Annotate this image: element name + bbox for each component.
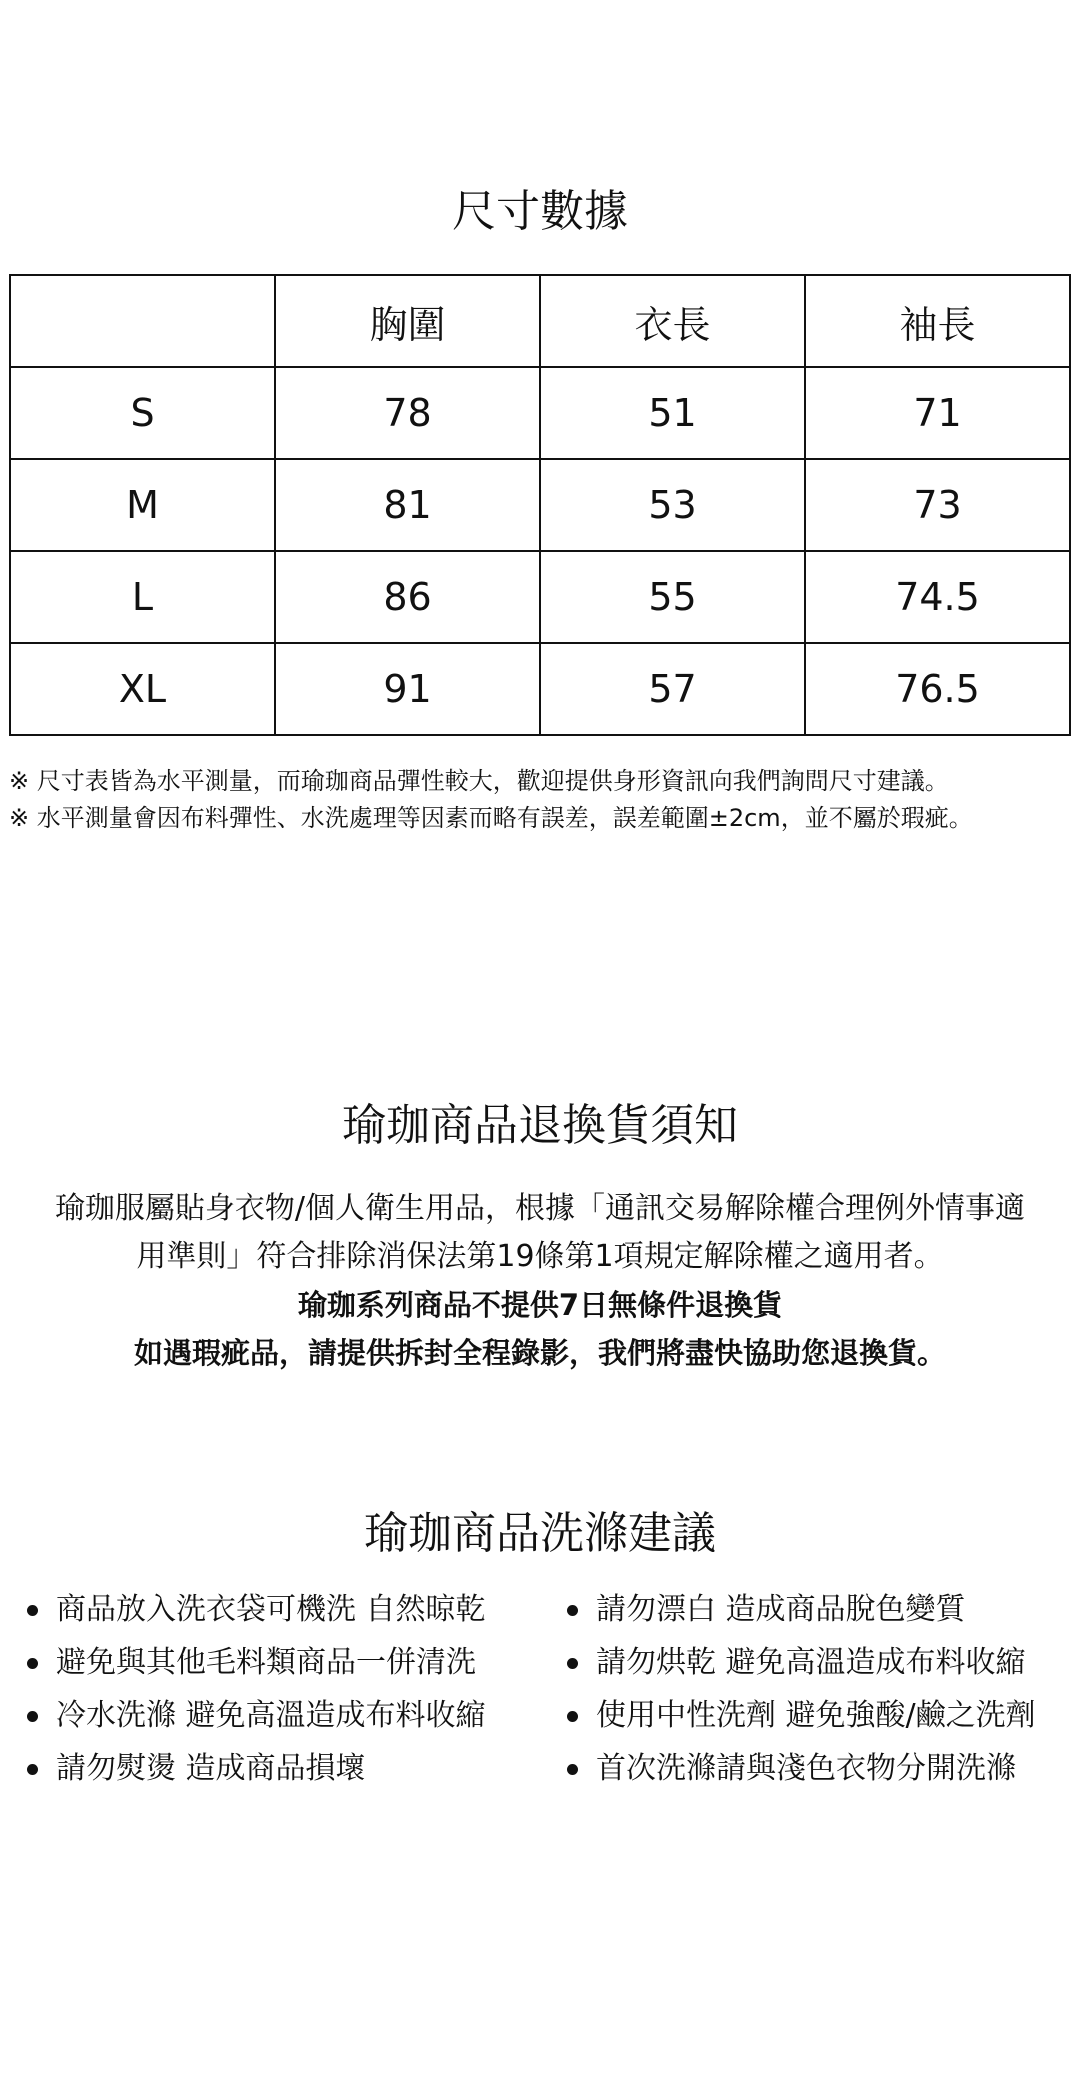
list-item-text: 請勿熨燙 造成商品損壞 xyxy=(56,1751,366,1786)
table-row xyxy=(10,459,1070,551)
table-cell: 76.5 xyxy=(805,643,1070,735)
bullet-icon xyxy=(27,1605,38,1616)
size-label-cell: S xyxy=(10,367,275,459)
size-note: ※ 尺寸表皆為水平測量，而瑜珈商品彈性較大，歡迎提供身形資訊向我們詢問尺寸建議。 xyxy=(9,767,949,795)
table-cell: 71 xyxy=(805,367,1070,459)
bullet-icon xyxy=(27,1658,38,1669)
table-cell: 78 xyxy=(275,367,540,459)
table-cell: 74.5 xyxy=(805,551,1070,643)
list-item-text: 冷水洗滌 避免高溫造成布料收縮 xyxy=(56,1698,486,1733)
table-header-cell: 衣長 xyxy=(540,275,805,367)
size-table xyxy=(9,274,1071,736)
list-item-text: 避免與其他毛料類商品一併清洗 xyxy=(56,1645,476,1680)
table-cell: 51 xyxy=(540,367,805,459)
wash-care-column-left xyxy=(20,1583,560,1795)
list-item xyxy=(560,1742,1080,1795)
table-row xyxy=(10,367,1070,459)
table-cell: 53 xyxy=(540,459,805,551)
bullet-icon xyxy=(567,1764,578,1775)
size-label-cell: M xyxy=(10,459,275,551)
table-cell: 73 xyxy=(805,459,1070,551)
return-policy-text: 用準則」符合排除消保法第19條第1項規定解除權之適用者。 xyxy=(136,1239,944,1274)
table-row xyxy=(10,643,1070,735)
list-item-text: 請勿漂白 造成商品脫色變質 xyxy=(596,1592,966,1627)
list-item-text: 首次洗滌請與淺色衣物分開洗滌 xyxy=(596,1751,1016,1786)
size-label-cell: XL xyxy=(10,643,275,735)
return-policy-emphasis: 如遇瑕疵品，請提供拆封全程錄影，我們將盡快協助您退換貨。 xyxy=(133,1336,946,1370)
list-item xyxy=(20,1636,560,1689)
return-policy-emphasis: 瑜珈系列商品不提供7日無條件退換貨 xyxy=(297,1288,783,1322)
list-item xyxy=(20,1689,560,1742)
table-header-row xyxy=(10,275,1070,367)
table-row xyxy=(10,551,1070,643)
return-policy-body xyxy=(8,1185,1072,1377)
list-item xyxy=(560,1583,1080,1636)
size-notes xyxy=(9,763,1079,837)
list-item-text: 請勿烘乾 避免高溫造成布料收縮 xyxy=(596,1645,1026,1680)
list-item xyxy=(20,1742,560,1795)
table-header-cell: 胸圍 xyxy=(275,275,540,367)
table-cell: 57 xyxy=(540,643,805,735)
bullet-icon xyxy=(27,1764,38,1775)
list-item xyxy=(560,1689,1080,1742)
size-note: ※ 水平測量會因布料彈性、水洗處理等因素而略有誤差，誤差範圍±2cm，並不屬於瑕疵。 xyxy=(9,804,973,832)
bullet-icon xyxy=(567,1711,578,1722)
bullet-icon xyxy=(567,1658,578,1669)
table-cell: 81 xyxy=(275,459,540,551)
table-cell: 55 xyxy=(540,551,805,643)
list-item-text: 使用中性洗劑 避免強酸/鹼之洗劑 xyxy=(596,1698,1036,1733)
return-policy-title: 瑜珈商品退換貨須知 xyxy=(342,1100,738,1151)
return-policy-text: 瑜珈服屬貼身衣物/個人衛生用品，根據「通訊交易解除權合理例外情事適 xyxy=(54,1191,1026,1226)
wash-care-title: 瑜珈商品洗滌建議 xyxy=(364,1508,716,1559)
size-chart-title: 尺寸數據 xyxy=(452,186,628,237)
table-header-cell xyxy=(10,275,275,367)
table-cell: 91 xyxy=(275,643,540,735)
list-item xyxy=(560,1636,1080,1689)
wash-care-column-right xyxy=(560,1583,1080,1795)
table-header-cell: 袖長 xyxy=(805,275,1070,367)
bullet-icon xyxy=(567,1605,578,1616)
size-label-cell: L xyxy=(10,551,275,643)
table-cell: 86 xyxy=(275,551,540,643)
list-item xyxy=(20,1583,560,1636)
bullet-icon xyxy=(27,1711,38,1722)
list-item-text: 商品放入洗衣袋可機洗 自然晾乾 xyxy=(56,1592,486,1627)
